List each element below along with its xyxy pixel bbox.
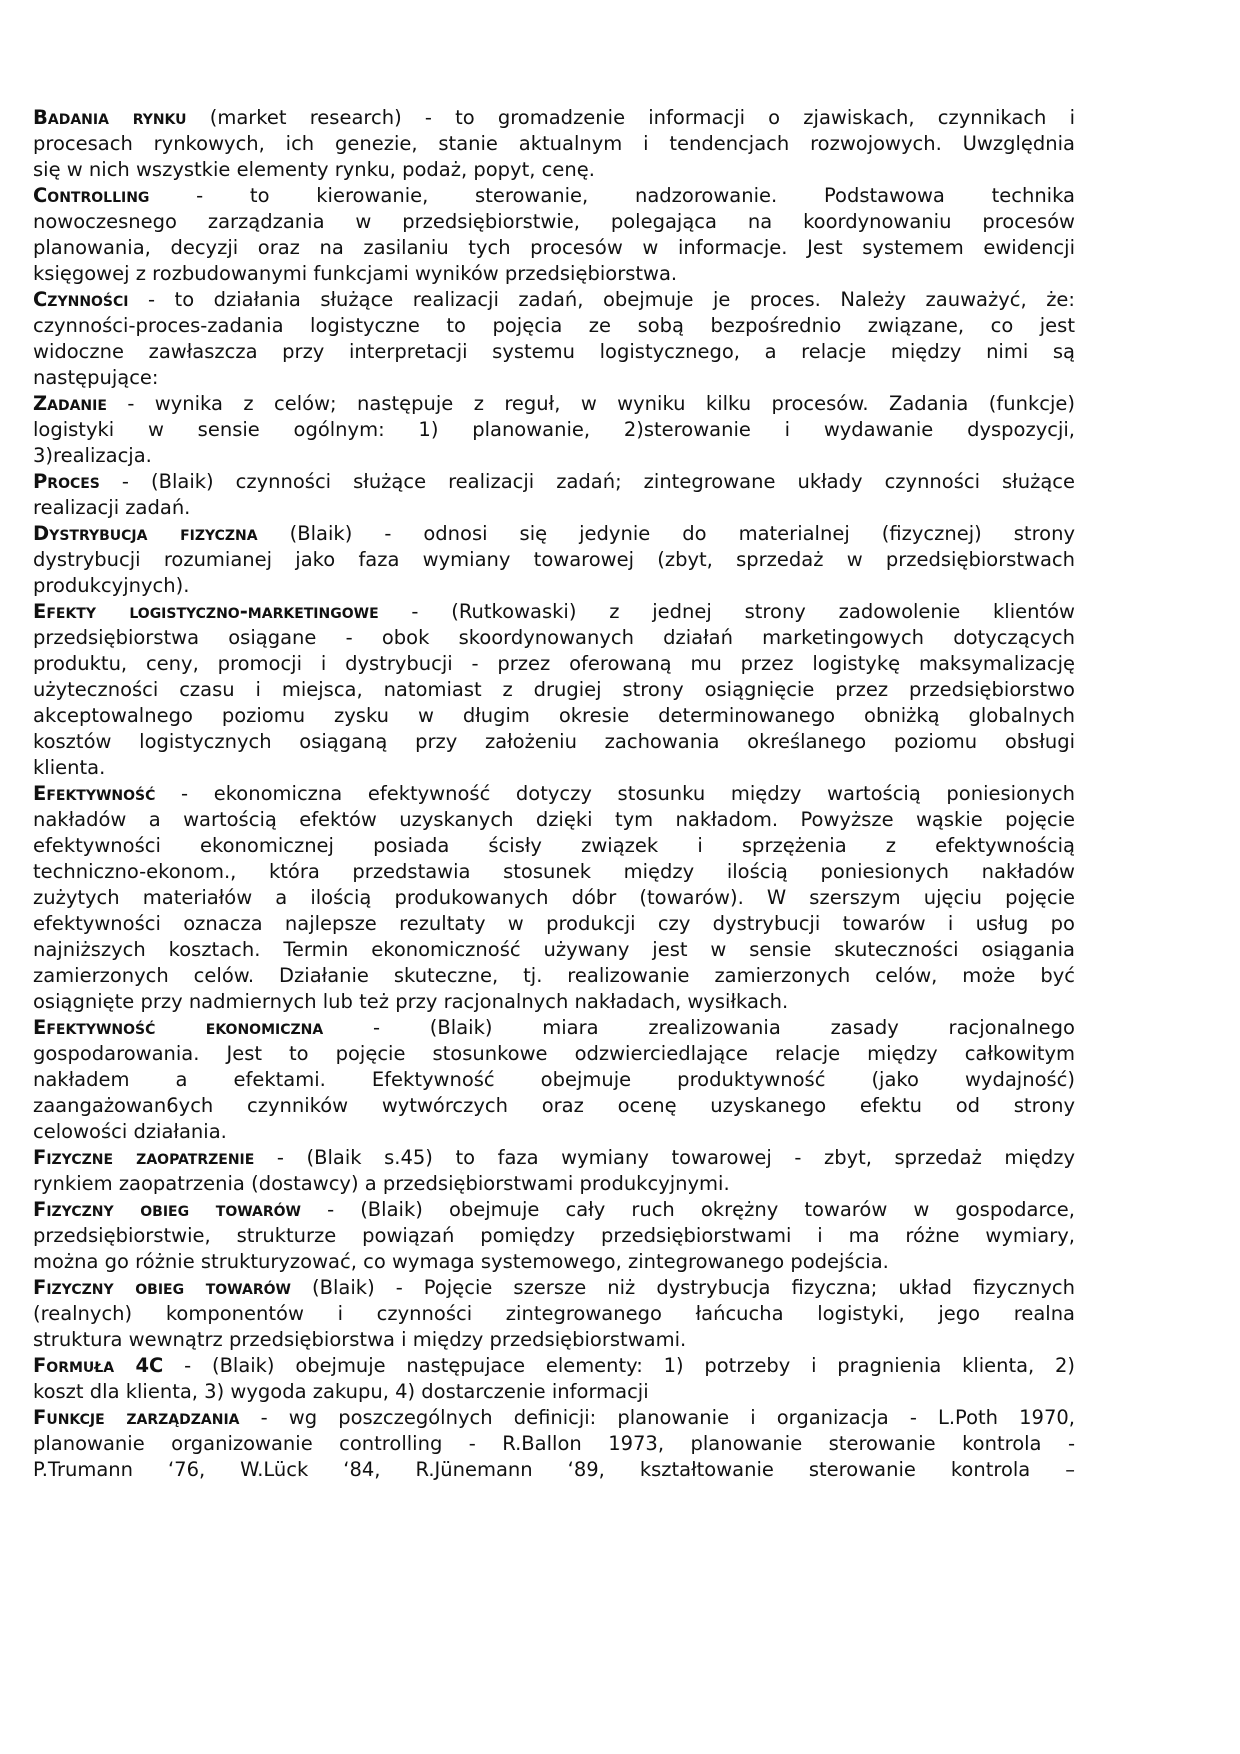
entry-text: koszt dla klienta, 3) wygoda zakupu, 4) dostarczenie informacji xyxy=(33,1380,649,1403)
glossary-entry xyxy=(33,105,1075,183)
entry-text: logistyki w sensie ogólnym: 1) planowanie, 2)sterowanie i wydawanie dyspozycji, xyxy=(33,418,1075,441)
text-line xyxy=(33,1093,1075,1119)
text-line xyxy=(33,287,1075,313)
text-line xyxy=(33,547,1075,573)
text-line xyxy=(33,937,1075,963)
text-line xyxy=(33,651,1075,677)
text-line xyxy=(33,885,1075,911)
entry-text: użyteczności czasu i miejsca, natomiast z drugiej strony osiągnięcie przez przedsiębiorstwo xyxy=(33,678,1075,701)
text-line xyxy=(33,339,1075,365)
entry-term: Dystrybucja fizyczna xyxy=(33,522,258,545)
entry-text: - (Blaik s.45) to faza wymiany towarowej - zbyt, sprzedaż między xyxy=(254,1146,1075,1169)
glossary-entry xyxy=(33,781,1075,1015)
text-line xyxy=(33,911,1075,937)
entry-text: przedsiębiorstwa osiągane - obok skoordynowanych działań marketingowych dotyczących xyxy=(33,626,1075,649)
entry-term: Fizyczny obieg towarów xyxy=(33,1276,291,1299)
entry-text: (Blaik) - odnosi się jedynie do materialnej (fizycznej) strony xyxy=(257,522,1075,545)
entry-text: - ekonomiczna efektywność dotyczy stosunku między wartością poniesionych xyxy=(155,782,1075,805)
glossary-entry xyxy=(33,1353,1075,1405)
entry-term: Efektywność xyxy=(33,782,156,805)
entry-text: najniższych kosztach. Termin ekonomiczność używany jest w sensie skuteczności osiągania xyxy=(33,938,1075,961)
text-line xyxy=(33,365,1075,391)
glossary-entry xyxy=(33,391,1075,469)
entry-text: - (Blaik) obejmuje cały ruch okrężny towarów w gospodarce, xyxy=(301,1198,1075,1221)
text-line xyxy=(33,443,1075,469)
entry-text: produktu, ceny, promocji i dystrybucji - przez oferowaną mu przez logistykę maksymalizację xyxy=(33,652,1075,675)
glossary-entry xyxy=(33,1197,1075,1275)
entry-text: dystrybucji rozumianej jako faza wymiany towarowej (zbyt, sprzedaż w przedsiębiorstwach xyxy=(33,548,1075,571)
entry-text: planowania, decyzji oraz na zasilaniu tych procesów w informacje. Jest systemem ewidencji xyxy=(33,236,1075,259)
text-line xyxy=(33,1379,1075,1405)
entry-term: Controlling xyxy=(33,184,150,207)
entry-text: zaangażowan6ych czynników wytwórczych oraz ocenę uzyskanego efektu od strony xyxy=(33,1094,1075,1117)
entry-text: widoczne zawłaszcza przy interpretacji systemu logistycznego, a relacje między nimi są xyxy=(33,340,1075,363)
glossary-entry xyxy=(33,469,1075,521)
entry-text: zużytych materiałów a ilością produkowanych dóbr (towarów). W szerszym ujęciu pojęcie xyxy=(33,886,1075,909)
text-line xyxy=(33,963,1075,989)
text-line xyxy=(33,989,1075,1015)
text-line xyxy=(33,729,1075,755)
text-line xyxy=(33,573,1075,599)
text-line xyxy=(33,469,1075,495)
text-line xyxy=(33,417,1075,443)
text-line xyxy=(33,599,1075,625)
text-line xyxy=(33,209,1075,235)
glossary-entry xyxy=(33,599,1075,781)
text-line xyxy=(33,1041,1075,1067)
glossary-entry xyxy=(33,287,1075,391)
text-line xyxy=(33,833,1075,859)
entry-text: nakładów a wartością efektów uzyskanych dzięki tym nakładom. Powyższe wąskie pojęcie xyxy=(33,808,1075,831)
entry-text: - (Blaik) czynności służące realizacji zadań; zintegrowane układy czynności służące xyxy=(99,470,1075,493)
entry-text: rynkiem zaopatrzenia (dostawcy) a przedsiębiorstwami produkcyjnymi. xyxy=(33,1172,730,1195)
glossary-entry xyxy=(33,1145,1075,1197)
text-line xyxy=(33,859,1075,885)
text-line xyxy=(33,1301,1075,1327)
entry-text: procesach rynkowych, ich genezie, stanie aktualnym i tendencjach rozwojowych. Uwzględnia xyxy=(33,132,1075,155)
text-line xyxy=(33,105,1075,131)
entry-term: Formuła 4C xyxy=(33,1354,164,1377)
entry-text: - wg poszczególnych definicji: planowanie i organizacja - L.Poth 1970, xyxy=(239,1406,1075,1429)
text-line xyxy=(33,1067,1075,1093)
text-line xyxy=(33,1353,1075,1379)
entry-text: księgowej z rozbudowanymi funkcjami wyników przedsiębiorstwa. xyxy=(33,262,678,285)
glossary-entry xyxy=(33,183,1075,287)
entry-text: (Blaik) - Pojęcie szersze niż dystrybucja fizyczna; układ fizycznych xyxy=(290,1276,1075,1299)
entry-text: 3)realizacja. xyxy=(33,444,152,467)
entry-text: - to działania służące realizacji zadań, obejmuje je proces. Należy zauważyć, że: xyxy=(128,288,1075,311)
text-line xyxy=(33,1249,1075,1275)
text-line xyxy=(33,235,1075,261)
glossary-entry xyxy=(33,1015,1075,1145)
entry-term: Fizyczne zaopatrzenie xyxy=(33,1146,255,1169)
entry-text: (market research) - to gromadzenie informacji o zjawiskach, czynnikach i xyxy=(186,106,1075,129)
text-line xyxy=(33,755,1075,781)
text-line xyxy=(33,625,1075,651)
entry-text: - wynika z celów; następuje z reguł, w wyniku kilku procesów. Zadania (funkcje) xyxy=(106,392,1075,415)
entry-term: Efektywność ekonomiczna xyxy=(33,1016,324,1039)
entry-text: - (Rutkowaski) z jednej strony zadowolenie klientów xyxy=(378,600,1075,623)
entry-term: Badania rynku xyxy=(33,106,187,129)
text-line xyxy=(33,157,1075,183)
text-line xyxy=(33,1171,1075,1197)
entry-text: efektywności oznacza najlepsze rezultaty w produkcji czy dystrybucji towarów i usług po xyxy=(33,912,1075,935)
text-line xyxy=(33,495,1075,521)
text-line xyxy=(33,1015,1075,1041)
entry-text: planowanie organizowanie controlling - R.Ballon 1973, planowanie sterowanie kontrola - xyxy=(33,1432,1075,1455)
text-line xyxy=(33,1431,1075,1457)
text-line xyxy=(33,703,1075,729)
text-line xyxy=(33,1275,1075,1301)
entry-text: osiągnięte przy nadmiernych lub też przy racjonalnych nakładach, wysiłkach. xyxy=(33,990,789,1013)
text-line xyxy=(33,183,1075,209)
glossary-entry xyxy=(33,1275,1075,1353)
text-line xyxy=(33,1457,1075,1483)
entry-text: czynności-proces-zadania logistyczne to pojęcia ze sobą bezpośrednio związane, co jest xyxy=(33,314,1075,337)
entry-text: można go różnie strukturyzować, co wymaga systemowego, zintegrowanego podejścia. xyxy=(33,1250,889,1273)
entry-term: Zadanie xyxy=(33,392,107,415)
entry-text: gospodarowania. Jest to pojęcie stosunkowe odzwierciedlające relacje między całkowitym xyxy=(33,1042,1075,1065)
entry-text: przedsiębiorstwie, strukturze powiązań pomiędzy przedsiębiorstwami i ma różne wymiary, xyxy=(33,1224,1075,1247)
entry-text: akceptowalnego poziomu zysku w długim okresie determinowanego obniżką globalnych xyxy=(33,704,1075,727)
text-line xyxy=(33,1197,1075,1223)
entry-term: Funkcje zarządzania xyxy=(33,1406,240,1429)
entry-text: - to kierowanie, sterowanie, nadzorowanie. Podstawowa technika xyxy=(149,184,1075,207)
entry-text: kosztów logistycznych osiąganą przy założeniu zachowania określanego poziomu obsługi xyxy=(33,730,1075,753)
entry-text: nowoczesnego zarządzania w przedsiębiorstwie, polegająca na koordynowaniu procesów xyxy=(33,210,1075,233)
entry-text: struktura wewnątrz przedsiębiorstwa i między przedsiębiorstwami. xyxy=(33,1328,687,1351)
document-page xyxy=(33,105,1075,1483)
entry-term: Fizyczny obieg towarów xyxy=(33,1198,301,1221)
text-line xyxy=(33,261,1075,287)
entry-text: następujące: xyxy=(33,366,159,389)
text-line xyxy=(33,677,1075,703)
entry-term: Czynności xyxy=(33,288,129,311)
entry-term: Proces xyxy=(33,470,100,493)
entry-text: się w nich wszystkie elementy rynku, podaż, popyt, cenę. xyxy=(33,158,595,181)
entry-text: zamierzonych celów. Działanie skuteczne, tj. realizowanie zamierzonych celów, może być xyxy=(33,964,1075,987)
entry-text: techniczno-ekonom., która przedstawia stosunek między ilością poniesionych nakładów xyxy=(33,860,1075,883)
text-line xyxy=(33,1145,1075,1171)
text-line xyxy=(33,1119,1075,1145)
entry-text: efektywności ekonomicznej posiada ścisły związek i sprzężenia z efektywnością xyxy=(33,834,1075,857)
text-line xyxy=(33,1327,1075,1353)
entry-text: klienta. xyxy=(33,756,106,779)
text-line xyxy=(33,781,1075,807)
glossary-entry xyxy=(33,521,1075,599)
text-line xyxy=(33,1405,1075,1431)
text-line xyxy=(33,313,1075,339)
entry-text: realizacji zadań. xyxy=(33,496,191,519)
entry-text: celowości działania. xyxy=(33,1120,227,1143)
text-line xyxy=(33,131,1075,157)
text-line xyxy=(33,391,1075,417)
text-line xyxy=(33,521,1075,547)
entry-text: nakładem a efektami. Efektywność obejmuje produktywność (jako wydajność) xyxy=(33,1068,1075,1091)
entry-text: (realnych) komponentów i czynności zintegrowanego łańcucha logistyki, jego realna xyxy=(33,1302,1075,1325)
entry-text: produkcyjnych). xyxy=(33,574,190,597)
entry-term: Efekty logistyczno-marketingowe xyxy=(33,600,379,623)
entry-text: P.Trumann ‘76, W.Lück ‘84, R.Jünemann ‘89, kształtowanie sterowanie kontrola – xyxy=(33,1458,1075,1481)
glossary-entry xyxy=(33,1405,1075,1483)
text-line xyxy=(33,807,1075,833)
text-line xyxy=(33,1223,1075,1249)
entry-text: - (Blaik) miara zrealizowania zasady racjonalnego xyxy=(323,1016,1075,1039)
entry-text: - (Blaik) obejmuje następujace elementy: 1) potrzeby i pragnienia klienta, 2) xyxy=(163,1354,1075,1377)
